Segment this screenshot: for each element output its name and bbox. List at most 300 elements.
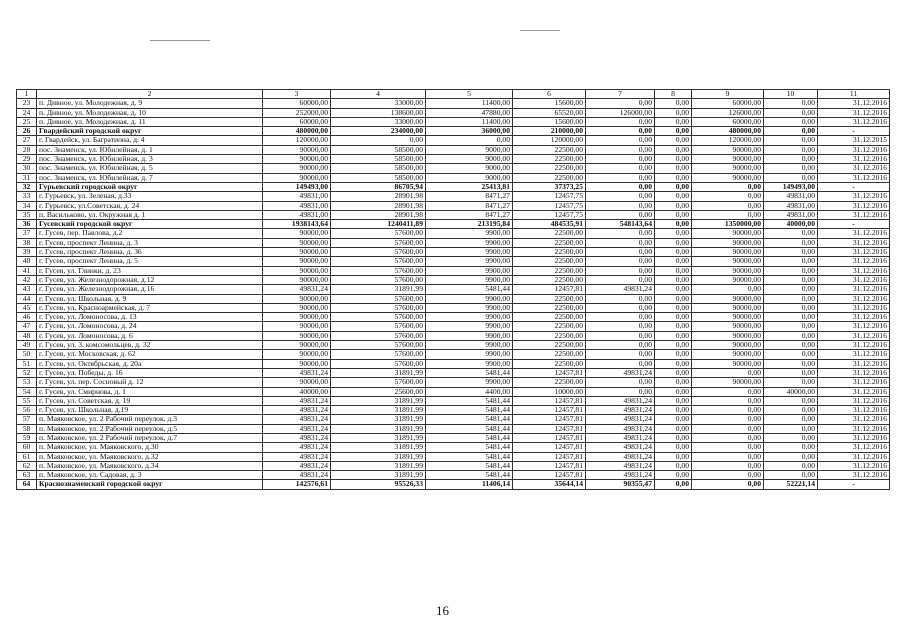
value-cell: 60000,00 bbox=[263, 117, 331, 126]
scan-artifact bbox=[150, 40, 210, 41]
value-cell: 0,00 bbox=[764, 127, 818, 136]
row-number-cell: 31 bbox=[17, 173, 37, 182]
value-cell: 0,00 bbox=[586, 313, 655, 322]
value-cell: 49831,24 bbox=[263, 368, 331, 377]
row-number-cell: 24 bbox=[17, 108, 37, 117]
address-cell: п. Маяковское, ул. Маяковского, д.34 bbox=[37, 461, 263, 470]
value-cell: 0,00 bbox=[655, 480, 692, 489]
value-cell: 9900,00 bbox=[426, 303, 513, 312]
value-cell: 90000,00 bbox=[692, 164, 764, 173]
column-header: 7 bbox=[586, 90, 655, 99]
value-cell: 90000,00 bbox=[692, 173, 764, 182]
value-cell: 0,00 bbox=[586, 378, 655, 387]
value-cell: 49831,24 bbox=[263, 452, 331, 461]
value-cell: 0,00 bbox=[586, 182, 655, 191]
value-cell: 0,00 bbox=[586, 173, 655, 182]
address-cell: пос. Знаменск, ул. Юбилейная, д. 1 bbox=[37, 145, 263, 154]
value-cell: 0,00 bbox=[655, 331, 692, 340]
value-cell: 31.12.2016 bbox=[818, 117, 890, 126]
value-cell: 31891,99 bbox=[331, 415, 426, 424]
value-cell: 12457,81 bbox=[513, 452, 586, 461]
column-header: 9 bbox=[692, 90, 764, 99]
value-cell: 5481,44 bbox=[426, 285, 513, 294]
table-row bbox=[17, 387, 890, 396]
value-cell: 8471,27 bbox=[426, 201, 513, 210]
value-cell: 0,00 bbox=[586, 350, 655, 359]
value-cell: 9900,00 bbox=[426, 322, 513, 331]
column-header: 4 bbox=[331, 90, 426, 99]
data-table-container bbox=[16, 89, 889, 490]
value-cell: 0,00 bbox=[764, 452, 818, 461]
value-cell: 60000,00 bbox=[263, 99, 331, 108]
address-cell: г. Гусев, ул. Ломоносова, д. 6 bbox=[37, 331, 263, 340]
table-header-row bbox=[17, 90, 890, 99]
value-cell: 90000,00 bbox=[263, 331, 331, 340]
value-cell: 33000,00 bbox=[331, 117, 426, 126]
table-row bbox=[17, 415, 890, 424]
value-cell: 0,00 bbox=[655, 238, 692, 247]
table-row bbox=[17, 461, 890, 470]
row-number-cell: 37 bbox=[17, 229, 37, 238]
value-cell: 0,00 bbox=[426, 136, 513, 145]
value-cell: 0,00 bbox=[586, 266, 655, 275]
address-cell: г. Гусев, ул. Победы, д. 16 bbox=[37, 368, 263, 377]
value-cell: 22500,00 bbox=[513, 238, 586, 247]
value-cell: 0,00 bbox=[692, 210, 764, 219]
value-cell: 12457,81 bbox=[513, 461, 586, 470]
value-cell: 0,00 bbox=[764, 294, 818, 303]
value-cell: 0,00 bbox=[764, 108, 818, 117]
value-cell: 0,00 bbox=[655, 136, 692, 145]
value-cell: 9900,00 bbox=[426, 248, 513, 257]
value-cell: 90000,00 bbox=[692, 145, 764, 154]
value-cell: 31.12.2016 bbox=[818, 406, 890, 415]
value-cell: 58500,00 bbox=[331, 155, 426, 164]
value-cell: 22500,00 bbox=[513, 257, 586, 266]
value-cell: 28901,98 bbox=[331, 201, 426, 210]
table-row bbox=[17, 350, 890, 359]
column-header: 11 bbox=[818, 90, 890, 99]
value-cell: 49831,24 bbox=[586, 461, 655, 470]
table-row bbox=[17, 480, 890, 489]
value-cell: 49831,24 bbox=[586, 471, 655, 480]
value-cell: - bbox=[818, 127, 890, 136]
value-cell: 58500,00 bbox=[331, 164, 426, 173]
table-body bbox=[17, 90, 890, 490]
value-cell: 49831,24 bbox=[263, 424, 331, 433]
value-cell: 0,00 bbox=[655, 192, 692, 201]
value-cell: 31.12.2016 bbox=[818, 368, 890, 377]
row-number-cell: 41 bbox=[17, 266, 37, 275]
value-cell: 31891,99 bbox=[331, 406, 426, 415]
value-cell: 86705,94 bbox=[331, 182, 426, 191]
value-cell: 90000,00 bbox=[263, 378, 331, 387]
column-header: 5 bbox=[426, 90, 513, 99]
value-cell: 0,00 bbox=[764, 145, 818, 154]
value-cell: 49831,24 bbox=[586, 433, 655, 442]
value-cell: 90000,00 bbox=[263, 155, 331, 164]
value-cell: 8471,27 bbox=[426, 192, 513, 201]
row-number-cell: 64 bbox=[17, 480, 37, 489]
value-cell: 57600,00 bbox=[331, 313, 426, 322]
value-cell: 58500,00 bbox=[331, 173, 426, 182]
value-cell: 22500,00 bbox=[513, 303, 586, 312]
row-number-cell: 57 bbox=[17, 415, 37, 424]
address-cell: п. Маяковское, ул. Маяковского, д.32 bbox=[37, 452, 263, 461]
value-cell: 0,00 bbox=[764, 341, 818, 350]
value-cell: 0,00 bbox=[764, 424, 818, 433]
value-cell: 9000,00 bbox=[426, 173, 513, 182]
column-header: 2 bbox=[37, 90, 263, 99]
value-cell: 0,00 bbox=[586, 201, 655, 210]
value-cell: 9900,00 bbox=[426, 331, 513, 340]
table-row bbox=[17, 108, 890, 117]
value-cell: 28901,98 bbox=[331, 210, 426, 219]
value-cell: 12457,81 bbox=[513, 285, 586, 294]
value-cell: 90000,00 bbox=[692, 266, 764, 275]
value-cell: 22500,00 bbox=[513, 229, 586, 238]
value-cell: - bbox=[818, 480, 890, 489]
value-cell: 90000,00 bbox=[263, 164, 331, 173]
value-cell: 22500,00 bbox=[513, 155, 586, 164]
value-cell: 57600,00 bbox=[331, 266, 426, 275]
value-cell: 31.12.2016 bbox=[818, 257, 890, 266]
value-cell: 0,00 bbox=[655, 452, 692, 461]
row-number-cell: 30 bbox=[17, 164, 37, 173]
value-cell: 31.12.2016 bbox=[818, 164, 890, 173]
value-cell: 90000,00 bbox=[692, 229, 764, 238]
value-cell: 0,00 bbox=[764, 461, 818, 470]
value-cell: 480000,00 bbox=[263, 127, 331, 136]
value-cell: 90000,00 bbox=[263, 350, 331, 359]
address-cell: п. Маяковское, ул. 2 Рабочий переулок, д.3 bbox=[37, 415, 263, 424]
value-cell: 0,00 bbox=[655, 210, 692, 219]
value-cell: 36000,00 bbox=[426, 127, 513, 136]
value-cell: 10000,00 bbox=[513, 387, 586, 396]
value-cell: 90000,00 bbox=[692, 257, 764, 266]
table-row bbox=[17, 192, 890, 201]
value-cell: 22500,00 bbox=[513, 294, 586, 303]
value-cell: 12457,81 bbox=[513, 396, 586, 405]
table-row bbox=[17, 266, 890, 275]
value-cell: 31.12.2016 bbox=[818, 461, 890, 470]
value-cell: 31.12.2016 bbox=[818, 238, 890, 247]
value-cell: 0,00 bbox=[655, 378, 692, 387]
table-row bbox=[17, 220, 890, 229]
row-number-cell: 40 bbox=[17, 257, 37, 266]
value-cell: 90000,00 bbox=[263, 322, 331, 331]
table-row bbox=[17, 368, 890, 377]
value-cell: 0,00 bbox=[586, 192, 655, 201]
value-cell: 11406,14 bbox=[426, 480, 513, 489]
address-cell: п. Дивное, ул. Молодежная, д. 10 bbox=[37, 108, 263, 117]
value-cell: 31.12.2016 bbox=[818, 266, 890, 275]
value-cell: 0,00 bbox=[692, 406, 764, 415]
value-cell: 1350000,00 bbox=[692, 220, 764, 229]
value-cell: 0,00 bbox=[586, 238, 655, 247]
value-cell: 5481,44 bbox=[426, 443, 513, 452]
value-cell: 12457,81 bbox=[513, 471, 586, 480]
column-header: 6 bbox=[513, 90, 586, 99]
value-cell: 0,00 bbox=[655, 341, 692, 350]
value-cell: 0,00 bbox=[655, 108, 692, 117]
value-cell: 0,00 bbox=[655, 396, 692, 405]
value-cell: 0,00 bbox=[586, 145, 655, 154]
value-cell: 31.12.2016 bbox=[818, 424, 890, 433]
value-cell: 22500,00 bbox=[513, 173, 586, 182]
address-cell: г. Гусев, ул. Московская, д. 62 bbox=[37, 350, 263, 359]
address-cell: п. Васильково, ул. Окружная д. 1 bbox=[37, 210, 263, 219]
table-row bbox=[17, 173, 890, 182]
value-cell: 31.12.2016 bbox=[818, 387, 890, 396]
value-cell: 5481,44 bbox=[426, 452, 513, 461]
value-cell: 9900,00 bbox=[426, 313, 513, 322]
value-cell: 60000,00 bbox=[692, 117, 764, 126]
value-cell: 0,00 bbox=[764, 164, 818, 173]
row-number-cell: 60 bbox=[17, 443, 37, 452]
value-cell: 0,00 bbox=[586, 359, 655, 368]
value-cell: 90000,00 bbox=[692, 378, 764, 387]
value-cell: 12457,75 bbox=[513, 210, 586, 219]
value-cell: 5481,44 bbox=[426, 415, 513, 424]
value-cell: 57600,00 bbox=[331, 229, 426, 238]
row-number-cell: 38 bbox=[17, 238, 37, 247]
row-number-cell: 33 bbox=[17, 192, 37, 201]
value-cell: 138600,00 bbox=[331, 108, 426, 117]
value-cell: 22500,00 bbox=[513, 266, 586, 275]
value-cell: 57600,00 bbox=[331, 378, 426, 387]
address-cell: г. Гусев, проспект Ленина, д. 5 bbox=[37, 257, 263, 266]
value-cell: 12457,81 bbox=[513, 368, 586, 377]
row-number-cell: 55 bbox=[17, 396, 37, 405]
value-cell: 0,00 bbox=[586, 248, 655, 257]
value-cell: 31.12.2016 bbox=[818, 294, 890, 303]
value-cell: 12457,81 bbox=[513, 406, 586, 415]
value-cell: 15600,00 bbox=[513, 117, 586, 126]
value-cell: 90000,00 bbox=[692, 238, 764, 247]
value-cell: 25600,00 bbox=[331, 387, 426, 396]
value-cell: 31.12.2016 bbox=[818, 396, 890, 405]
value-cell: 0,00 bbox=[764, 266, 818, 275]
value-cell: 49831,24 bbox=[586, 396, 655, 405]
value-cell: 31.12.2016 bbox=[818, 433, 890, 442]
value-cell: 0,00 bbox=[655, 313, 692, 322]
value-cell: 90000,00 bbox=[692, 331, 764, 340]
table-row bbox=[17, 136, 890, 145]
value-cell: 31.12.2015 bbox=[818, 136, 890, 145]
value-cell: 0,00 bbox=[655, 201, 692, 210]
value-cell: 0,00 bbox=[331, 136, 426, 145]
value-cell: 31.12.2016 bbox=[818, 452, 890, 461]
value-cell: 40000,00 bbox=[263, 387, 331, 396]
row-number-cell: 39 bbox=[17, 248, 37, 257]
value-cell: 35644,14 bbox=[513, 480, 586, 489]
row-number-cell: 43 bbox=[17, 285, 37, 294]
value-cell: 9000,00 bbox=[426, 155, 513, 164]
table-row bbox=[17, 238, 890, 247]
value-cell: 9900,00 bbox=[426, 359, 513, 368]
address-cell: г. Гусев, проспект Ленина, д. 3 bbox=[37, 238, 263, 247]
value-cell: 0,00 bbox=[764, 471, 818, 480]
value-cell: 149493,00 bbox=[263, 182, 331, 191]
value-cell: 126000,00 bbox=[692, 108, 764, 117]
value-cell: 5481,44 bbox=[426, 406, 513, 415]
row-number-cell: 46 bbox=[17, 313, 37, 322]
row-number-cell: 32 bbox=[17, 182, 37, 191]
value-cell: 49831,24 bbox=[586, 452, 655, 461]
value-cell: 12457,75 bbox=[513, 201, 586, 210]
table-row bbox=[17, 378, 890, 387]
value-cell: 126000,00 bbox=[586, 108, 655, 117]
value-cell: 0,00 bbox=[655, 220, 692, 229]
value-cell: 484535,91 bbox=[513, 220, 586, 229]
table-row bbox=[17, 424, 890, 433]
value-cell: 37373,25 bbox=[513, 182, 586, 191]
value-cell: 0,00 bbox=[586, 275, 655, 284]
value-cell: 22500,00 bbox=[513, 275, 586, 284]
value-cell: 11400,00 bbox=[426, 117, 513, 126]
row-number-cell: 59 bbox=[17, 433, 37, 442]
row-number-cell: 36 bbox=[17, 220, 37, 229]
value-cell: 31891,99 bbox=[331, 461, 426, 470]
value-cell: 57600,00 bbox=[331, 331, 426, 340]
value-cell: 0,00 bbox=[692, 192, 764, 201]
address-cell: г. Гурьевск, ул.Советская, д. 24 bbox=[37, 201, 263, 210]
row-number-cell: 48 bbox=[17, 331, 37, 340]
value-cell: 22500,00 bbox=[513, 359, 586, 368]
value-cell: 0,00 bbox=[655, 173, 692, 182]
value-cell: 0,00 bbox=[655, 145, 692, 154]
value-cell: 22500,00 bbox=[513, 378, 586, 387]
value-cell: 0,00 bbox=[586, 257, 655, 266]
value-cell: 0,00 bbox=[692, 182, 764, 191]
column-header: 3 bbox=[263, 90, 331, 99]
value-cell: 47880,00 bbox=[426, 108, 513, 117]
address-cell: г. Гусев, ул. Школьная, д. 9 bbox=[37, 294, 263, 303]
table-row bbox=[17, 406, 890, 415]
value-cell: 31.12.2016 bbox=[818, 350, 890, 359]
value-cell: 31.12.2016 bbox=[818, 173, 890, 182]
value-cell: 0,00 bbox=[692, 424, 764, 433]
value-cell: 31.12.2016 bbox=[818, 303, 890, 312]
value-cell: 40000,00 bbox=[764, 387, 818, 396]
address-cell: г. Гусев, ул. Школьная, д.19 bbox=[37, 406, 263, 415]
row-number-cell: 28 bbox=[17, 145, 37, 154]
value-cell: 57600,00 bbox=[331, 359, 426, 368]
value-cell: 12457,81 bbox=[513, 415, 586, 424]
value-cell: 90000,00 bbox=[692, 303, 764, 312]
value-cell: 9900,00 bbox=[426, 266, 513, 275]
table-row bbox=[17, 303, 890, 312]
value-cell: 57600,00 bbox=[331, 248, 426, 257]
value-cell: 1240411,89 bbox=[331, 220, 426, 229]
address-cell: г. Гусев, ул. Ломоносова, д. 13 bbox=[37, 313, 263, 322]
value-cell: 480000,00 bbox=[692, 127, 764, 136]
value-cell: 0,00 bbox=[655, 257, 692, 266]
value-cell: 49831,24 bbox=[263, 415, 331, 424]
address-cell: п. Маяковское, ул. Маяковского, д.30 bbox=[37, 443, 263, 452]
table-row bbox=[17, 471, 890, 480]
value-cell: 0,00 bbox=[655, 99, 692, 108]
value-cell: 22500,00 bbox=[513, 322, 586, 331]
value-cell: 12457,81 bbox=[513, 424, 586, 433]
row-number-cell: 50 bbox=[17, 350, 37, 359]
address-cell: пос. Знаменск, ул. Юбилейная, д. 3 bbox=[37, 155, 263, 164]
value-cell: 0,00 bbox=[764, 136, 818, 145]
value-cell: 12457,75 bbox=[513, 192, 586, 201]
value-cell: 31891,99 bbox=[331, 433, 426, 442]
row-number-cell: 27 bbox=[17, 136, 37, 145]
value-cell: 0,00 bbox=[655, 127, 692, 136]
value-cell: 33000,00 bbox=[331, 99, 426, 108]
value-cell: 0,00 bbox=[586, 229, 655, 238]
value-cell: 9000,00 bbox=[426, 145, 513, 154]
value-cell: 49831,00 bbox=[263, 201, 331, 210]
value-cell: 0,00 bbox=[692, 368, 764, 377]
value-cell: 0,00 bbox=[586, 322, 655, 331]
value-cell: 49831,24 bbox=[586, 406, 655, 415]
value-cell: 49831,24 bbox=[263, 433, 331, 442]
address-cell: г. Гусев, ул. Октябрьская, д. 20а bbox=[37, 359, 263, 368]
value-cell: 5481,44 bbox=[426, 461, 513, 470]
value-cell: 49831,00 bbox=[764, 192, 818, 201]
value-cell: 0,00 bbox=[586, 155, 655, 164]
value-cell: 90000,00 bbox=[263, 359, 331, 368]
value-cell: 31.12.2016 bbox=[818, 155, 890, 164]
value-cell: 9900,00 bbox=[426, 350, 513, 359]
value-cell: 31.12.2016 bbox=[818, 331, 890, 340]
value-cell: 22500,00 bbox=[513, 164, 586, 173]
row-number-cell: 63 bbox=[17, 471, 37, 480]
value-cell: 252000,00 bbox=[263, 108, 331, 117]
value-cell: 31891,99 bbox=[331, 452, 426, 461]
value-cell: 31.12.2016 bbox=[818, 378, 890, 387]
value-cell: 0,00 bbox=[655, 294, 692, 303]
value-cell: 0,00 bbox=[655, 350, 692, 359]
value-cell: 5481,44 bbox=[426, 433, 513, 442]
value-cell: 90000,00 bbox=[263, 303, 331, 312]
value-cell: 0,00 bbox=[655, 406, 692, 415]
address-cell: г. Гусев, ул. Железнодорожная, д.16 bbox=[37, 285, 263, 294]
value-cell: 90000,00 bbox=[263, 294, 331, 303]
address-cell: Гусевский городской округ bbox=[37, 220, 263, 229]
value-cell: 0,00 bbox=[655, 387, 692, 396]
row-number-cell: 54 bbox=[17, 387, 37, 396]
value-cell: 90000,00 bbox=[263, 257, 331, 266]
row-number-cell: 51 bbox=[17, 359, 37, 368]
value-cell: 142576,61 bbox=[263, 480, 331, 489]
value-cell: 90000,00 bbox=[263, 145, 331, 154]
value-cell: 0,00 bbox=[586, 387, 655, 396]
value-cell: 0,00 bbox=[764, 238, 818, 247]
value-cell: 0,00 bbox=[764, 415, 818, 424]
table-row bbox=[17, 145, 890, 154]
address-cell: п. Маяковское, ул. Садовая, д. 3 bbox=[37, 471, 263, 480]
value-cell: 5481,44 bbox=[426, 471, 513, 480]
value-cell: 210000,00 bbox=[513, 127, 586, 136]
value-cell: 31.12.2016 bbox=[818, 285, 890, 294]
value-cell: 57600,00 bbox=[331, 257, 426, 266]
row-number-cell: 34 bbox=[17, 201, 37, 210]
value-cell: 31891,99 bbox=[331, 368, 426, 377]
value-cell: 0,00 bbox=[764, 433, 818, 442]
value-cell: 0,00 bbox=[764, 155, 818, 164]
value-cell: 0,00 bbox=[655, 303, 692, 312]
value-cell: 0,00 bbox=[692, 415, 764, 424]
value-cell: 49831,00 bbox=[263, 210, 331, 219]
value-cell: 0,00 bbox=[586, 117, 655, 126]
address-cell: г. Гурьевск, ул. Зеленая, д.33 bbox=[37, 192, 263, 201]
